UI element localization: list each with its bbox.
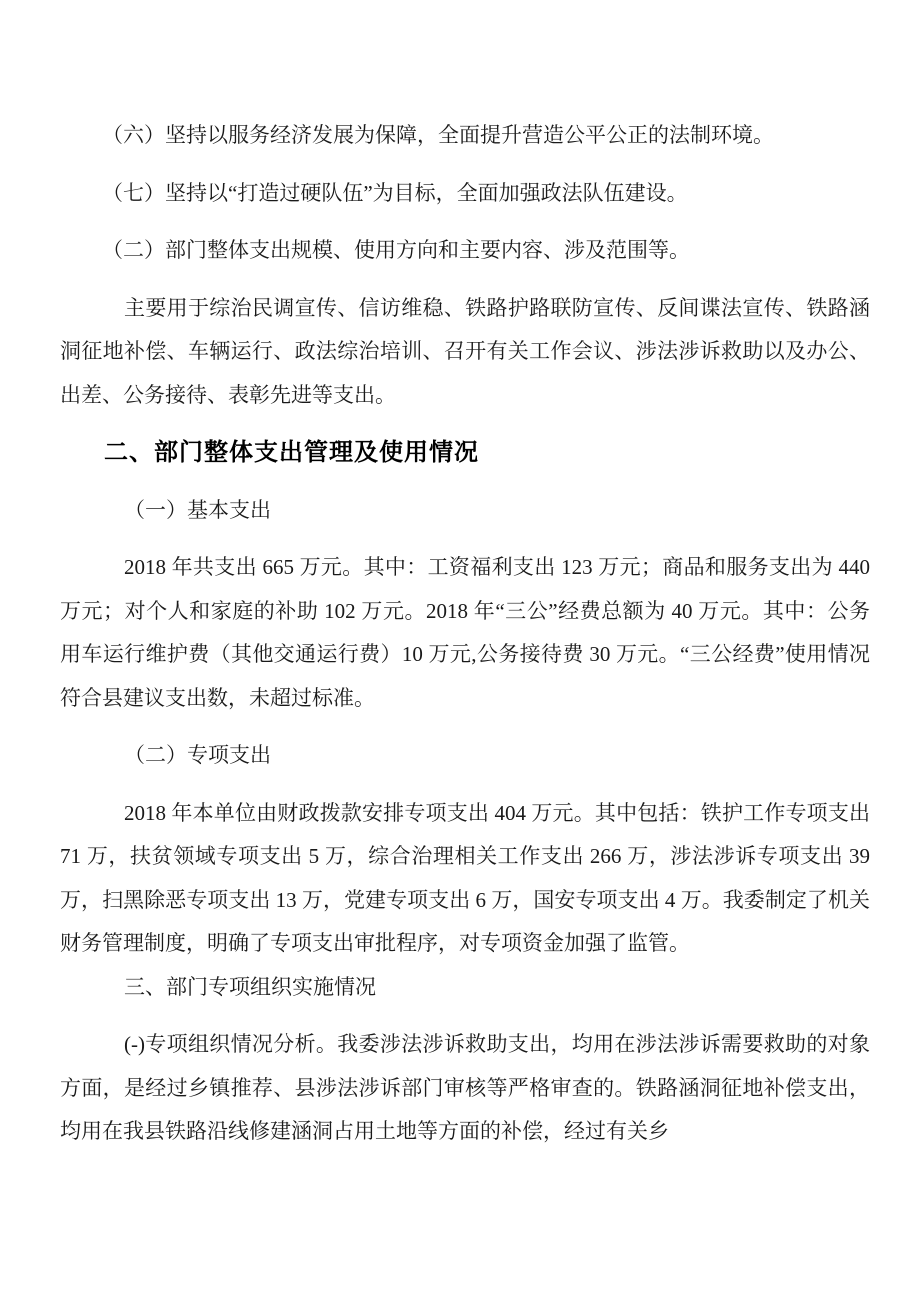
section-3-heading: 三、部门专项组织实施情况 xyxy=(124,974,376,999)
intro-item-7: （七）坚持以“打造过硬队伍”为目标，全面加强政法队伍建设。 xyxy=(102,180,688,205)
intro-item-6: （六）坚持以服务经济发展为保障，全面提升营造公平公正的法制环境。 xyxy=(102,123,774,147)
special-expenditure-paragraph: 2018 年本单位由财政拨款安排专项支出 404 万元。其中包括：铁护工作专项支出 71 万，扶贫领域专项支出 5 万，综合治理相关工作支出 266 万，涉法涉诉专项支出 39 万，扫黑除恶专项支出 13 万，党建专项支出 6 万，国安专项支出 4 万。我委制定了机关财务管理制度，明确了专项支出审批程序，对专项资金加强了监管。 xyxy=(60,800,870,955)
section-2-sub-2-heading: （二）专项支出 xyxy=(124,743,271,767)
special-org-analysis-paragraph: (-)专项组织情况分析。我委涉法涉诉救助支出，均用在涉法涉诉需要救助的对象方面，是经过乡镇推荐、县涉法涉诉部门审核等严格审查的。铁路涵洞征地补偿支出，均用在我县铁路沿线修建涵洞占用土地等方面的补偿，经过有关乡 xyxy=(60,1032,870,1143)
basic-expenditure-paragraph: 2018 年共支出 665 万元。其中：工资福利支出 123 万元；商品和服务支出为 440 万元；对个人和家庭的补助 102 万元。2018 年“三公”经费总额为 40 万元。其中：公务用车运行维护费（其他交通运行费）10 万元,公务接待费 30 万元。“三公经费”使用情况符合县建议支出数，未超过标准。 xyxy=(60,555,870,710)
usage-paragraph: 主要用于综治民调宣传、信访维稳、铁路护路联防宣传、反间谍法宣传、铁路涵洞征地补偿、车辆运行、政法综治培训、召开有关工作会议、涉法涉诉救助以及办公、出差、公务接待、表彰先进等支出。 xyxy=(60,295,870,407)
intro-item-2: （二）部门整体支出规模、使用方向和主要内容、涉及范围等。 xyxy=(102,238,690,262)
section-2-sub-1-heading: （一）基本支出 xyxy=(124,497,271,522)
section-2-heading: 二、部门整体支出管理及使用情况 xyxy=(104,439,479,466)
